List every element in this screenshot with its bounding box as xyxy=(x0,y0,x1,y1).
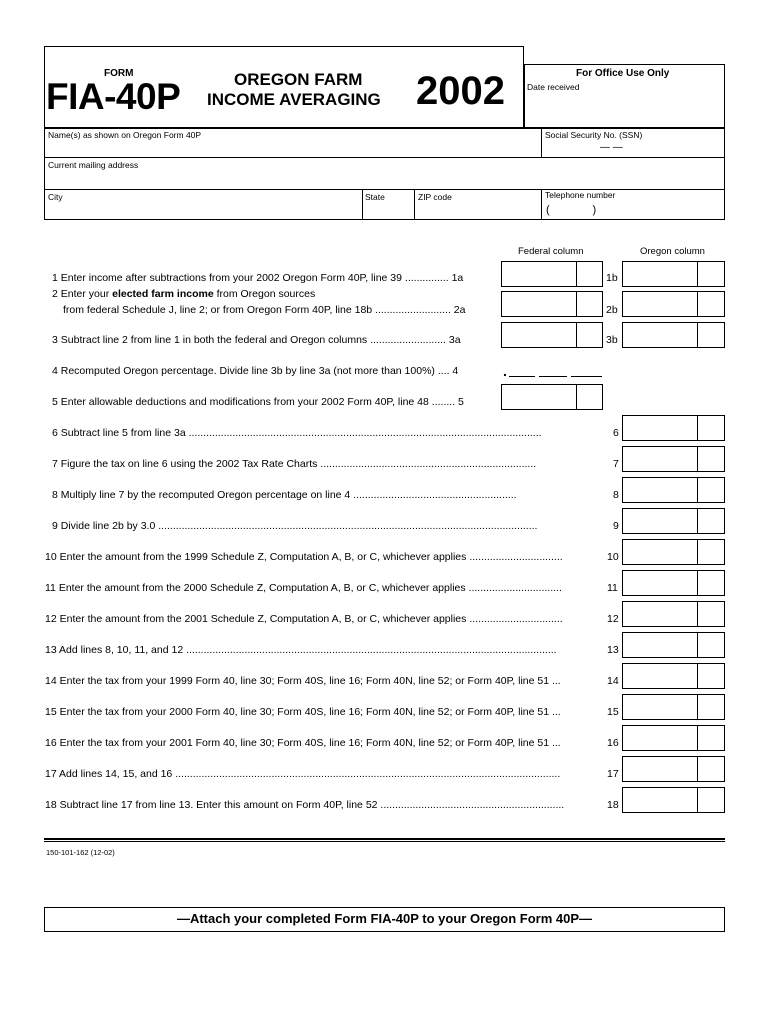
ssn-field[interactable]: — — xyxy=(600,142,623,153)
line-11-num: 11 xyxy=(607,582,618,594)
line-9-text: 9 Divide line 2b by 3.0 .................................................................................................................................. xyxy=(52,520,538,532)
state-label: State xyxy=(365,192,385,202)
line-14-field[interactable] xyxy=(622,663,725,689)
line-12-num: 12 xyxy=(607,613,619,625)
phone-field[interactable]: ( ) xyxy=(546,204,597,216)
line-3a-field[interactable] xyxy=(501,322,603,348)
address-field[interactable] xyxy=(45,171,723,188)
line-13-num: 13 xyxy=(607,644,619,656)
oregon-column-header: Oregon column xyxy=(640,246,705,257)
line-16-num: 16 xyxy=(607,737,619,749)
line-4-decimal-point: . xyxy=(503,363,507,379)
line-3b-field[interactable] xyxy=(622,322,725,348)
zip-field[interactable] xyxy=(415,202,540,219)
line-11-field[interactable] xyxy=(622,570,725,596)
phone-label: Telephone number xyxy=(545,190,616,200)
line-6-num: 6 xyxy=(613,427,619,439)
line-1b-field[interactable] xyxy=(622,261,725,287)
city-field[interactable] xyxy=(45,202,361,219)
line-10-field[interactable] xyxy=(622,539,725,565)
city-label: City xyxy=(48,192,63,202)
line-13-field[interactable] xyxy=(622,632,725,658)
line-17-text: 17 Add lines 14, 15, and 16 .................................................................................................................................... xyxy=(45,768,561,780)
line-7-text: 7 Figure the tax on line 6 using the 2002 Tax Rate Charts .......................................................................... xyxy=(52,458,537,470)
attach-note: —Attach your completed Form FIA-40P to your Oregon Form 40P— xyxy=(176,911,593,926)
line-16-field[interactable] xyxy=(622,725,725,751)
line-18-text: 18 Subtract line 17 from line 13. Enter this amount on Form 40P, line 52 ............................................................... xyxy=(45,799,565,811)
line-14-num: 14 xyxy=(607,675,619,687)
line-4-digit-1[interactable] xyxy=(509,376,535,377)
line-2b-label: 2b xyxy=(606,304,618,316)
line-7-num: 7 xyxy=(613,458,619,470)
line-11-text: 11 Enter the amount from the 2000 Schedule Z, Computation A, B, or C, whichever applies ................................ xyxy=(45,582,562,594)
line-14-text: 14 Enter the tax from your 1999 Form 40, line 30; Form 40S, line 16; Form 40N, line 52; or Form 40P, line 51 ... xyxy=(45,675,561,687)
line-13-text: 13 Add lines 8, 10, 11, and 12 ............................................................................................................................... xyxy=(45,644,557,656)
line-7-field[interactable] xyxy=(622,446,725,472)
line-10-text: 10 Enter the amount from the 1999 Schedule Z, Computation A, B, or C, whichever applies ................................ xyxy=(45,551,563,563)
line-17-field[interactable] xyxy=(622,756,725,782)
line-16-text: 16 Enter the tax from your 2001 Form 40, line 30; Form 40S, line 16; Form 40N, line 52; or Form 40P, line 51 ... xyxy=(45,737,561,749)
line-17-num: 17 xyxy=(607,768,619,780)
line-2a-field[interactable] xyxy=(501,291,603,317)
form-id: FIA-40P xyxy=(46,76,181,117)
form-title-line2: INCOME AVERAGING xyxy=(207,90,381,109)
names-field[interactable] xyxy=(45,140,539,156)
line-2-text-bold: elected farm income xyxy=(112,288,214,300)
line-15-text: 15 Enter the tax from your 2000 Form 40, line 30; Form 40S, line 16; Form 40N, line 52; or Form 40P, line 51 ... xyxy=(45,706,561,718)
line-9-field[interactable] xyxy=(622,508,725,534)
line-18-num: 18 xyxy=(607,799,619,811)
line-3-text: 3 Subtract line 2 from line 1 in both the federal and Oregon columns .......................... 3a xyxy=(52,334,461,346)
line-8-text: 8 Multiply line 7 by the recomputed Oregon percentage on line 4 ........................................................ xyxy=(52,489,517,501)
line-15-num: 15 xyxy=(607,706,619,718)
line-2-text-a: 2 Enter your xyxy=(52,288,113,300)
address-label: Current mailing address xyxy=(48,160,139,170)
line-8-field[interactable] xyxy=(622,477,725,503)
line-6-field[interactable] xyxy=(622,415,725,441)
line-2-text xyxy=(52,288,315,300)
form-code: 150-101-162 (12-02) xyxy=(46,848,115,857)
form-word: FORM xyxy=(104,68,134,79)
footer-rule xyxy=(44,838,725,840)
line-4-digit-3[interactable] xyxy=(571,376,602,377)
line-1a-field[interactable] xyxy=(501,261,603,287)
line-8-num: 8 xyxy=(613,489,619,501)
tax-year: 2002 xyxy=(416,69,505,113)
date-received-label: Date received xyxy=(527,82,580,92)
line-2-text-cont: from federal Schedule J, line 2; or from Oregon Form 40P, line 18b .......................... 2a xyxy=(63,304,466,316)
federal-column-header: Federal column xyxy=(518,246,584,257)
names-label: Name(s) as shown on Oregon Form 40P xyxy=(48,130,202,140)
line-2b-field[interactable] xyxy=(622,291,725,317)
zip-label: ZIP code xyxy=(418,192,452,202)
line-6-text: 6 Subtract line 5 from line 3a ......................................................................................................................... xyxy=(52,427,542,439)
line-1b-label: 1b xyxy=(606,272,618,284)
line-2-text-b: from Oregon sources xyxy=(213,288,316,300)
ssn-label: Social Security No. (SSN) xyxy=(545,130,643,140)
line-12-field[interactable] xyxy=(622,601,725,627)
line-4-text: 4 Recomputed Oregon percentage. Divide line 3b by line 3a (not more than 100%) .... 4 xyxy=(52,365,459,377)
form-title-line1: OREGON FARM xyxy=(234,70,363,89)
state-field[interactable] xyxy=(363,202,413,219)
line-10-num: 10 xyxy=(607,551,619,563)
line-3b-label: 3b xyxy=(606,334,618,346)
line-4-digit-2[interactable] xyxy=(539,376,567,377)
line-1-text: 1 Enter income after subtractions from your 2002 Oregon Form 40P, line 39 ............... 1a xyxy=(52,272,464,284)
line-5-field[interactable] xyxy=(501,384,603,410)
line-5-text: 5 Enter allowable deductions and modifications from your 2002 Form 40P, line 48 ........ 5 xyxy=(52,396,464,408)
line-12-text: 12 Enter the amount from the 2001 Schedule Z, Computation A, B, or C, whichever applies ................................ xyxy=(45,613,563,625)
line-18-field[interactable] xyxy=(622,787,725,813)
line-15-field[interactable] xyxy=(622,694,725,720)
line-9-num: 9 xyxy=(613,520,619,532)
office-use-label: For Office Use Only xyxy=(576,68,670,79)
